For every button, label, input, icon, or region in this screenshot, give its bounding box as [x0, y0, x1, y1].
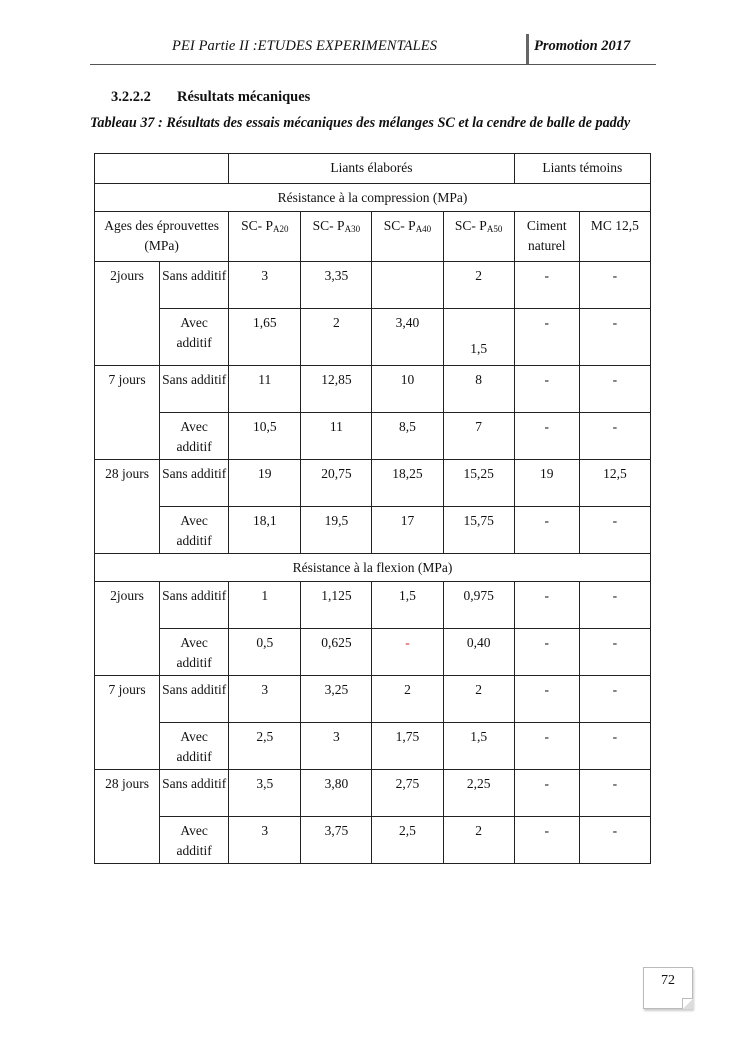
results-table — [94, 153, 651, 864]
table-row — [95, 629, 651, 676]
value-cell: 2 — [443, 676, 514, 723]
value-cell: 10 — [372, 366, 443, 413]
section-title: Résultats mécaniques — [177, 89, 311, 105]
value-cell: 2 — [372, 676, 443, 723]
value-cell: 2,25 — [443, 770, 514, 817]
col-subscript: A40 — [415, 224, 432, 234]
value-cell: 10,5 — [229, 413, 301, 460]
header-separator — [526, 34, 529, 64]
value-cell: 3,80 — [301, 770, 372, 817]
col-prefix: SC- P — [241, 218, 273, 233]
value-cell: 11 — [229, 366, 301, 413]
value-cell: 3,25 — [301, 676, 372, 723]
value-cell: 19 — [514, 460, 579, 507]
header-title: PEI Partie II :ETUDES EXPERIMENTALES — [172, 38, 438, 54]
age-cell: 28 jours — [95, 770, 160, 864]
section-number: 3.2.2.2 — [111, 89, 151, 105]
value-cell: 19,5 — [301, 507, 372, 554]
table-row — [95, 507, 651, 554]
value-cell: 12,5 — [579, 460, 650, 507]
value-cell: - — [514, 582, 579, 629]
value-cell: - — [514, 413, 579, 460]
corner-cell — [95, 154, 229, 184]
value-cell: - — [514, 309, 579, 366]
additive-cell: Avec additif — [160, 309, 229, 366]
value-cell: - — [579, 723, 650, 770]
value-cell: 3 — [229, 676, 301, 723]
value-cell: - — [579, 413, 650, 460]
additive-cell: Avec additif — [160, 413, 229, 460]
value-cell: 15,25 — [443, 460, 514, 507]
value-cell: 3,5 — [229, 770, 301, 817]
value-cell: 1,65 — [229, 309, 301, 366]
col-header-sc-pa40 — [372, 212, 443, 262]
col-header-sc-pa30 — [301, 212, 372, 262]
page-curl — [682, 998, 693, 1009]
value-cell: - — [514, 629, 579, 676]
age-cell: 2jours — [95, 582, 160, 676]
header-promotion: Promotion 2017 — [534, 38, 631, 54]
additive-cell: Sans additif — [160, 262, 229, 309]
section-compression-row — [95, 184, 651, 212]
col-header-sc-pa20 — [229, 212, 301, 262]
col-header-mc: MC 12,5 — [579, 212, 650, 262]
group-header-elabores: Liants élaborés — [229, 154, 514, 184]
value-cell: - — [514, 507, 579, 554]
table-row — [95, 309, 651, 366]
value-cell: 18,1 — [229, 507, 301, 554]
value-cell: - — [514, 817, 579, 864]
age-cell: 28 jours — [95, 460, 160, 554]
value-cell: - — [579, 582, 650, 629]
value-cell: - — [579, 309, 650, 366]
value-cell: 0,975 — [443, 582, 514, 629]
value-cell: 7 — [443, 413, 514, 460]
value-cell: 8,5 — [372, 413, 443, 460]
section-flexion-row — [95, 554, 651, 582]
value-cell: - — [514, 676, 579, 723]
value-cell: 18,25 — [372, 460, 443, 507]
group-header-temoins: Liants témoins — [514, 154, 650, 184]
col-prefix: SC- P — [383, 218, 416, 233]
table-row — [95, 817, 651, 864]
table-row — [95, 366, 651, 413]
value-cell: 1,5 — [443, 723, 514, 770]
value-cell: 3,75 — [301, 817, 372, 864]
additive-cell: Sans additif — [160, 366, 229, 413]
value-cell: - — [579, 629, 650, 676]
col-prefix: SC- P — [312, 218, 345, 233]
running-header — [90, 38, 656, 65]
value-cell: 1,5 — [443, 309, 514, 366]
value-cell: 0,625 — [301, 629, 372, 676]
table-row — [95, 676, 651, 723]
value-cell — [372, 262, 443, 309]
value-cell: - — [514, 262, 579, 309]
value-cell: 19 — [229, 460, 301, 507]
value-cell: 2,5 — [372, 817, 443, 864]
additive-cell: Avec additif — [160, 817, 229, 864]
col-subscript: A50 — [486, 224, 503, 234]
table-row — [95, 723, 651, 770]
table-row — [95, 582, 651, 629]
value-cell: 11 — [301, 413, 372, 460]
value-cell: 15,75 — [443, 507, 514, 554]
ages-header: Ages des éprouvettes (MPa) — [95, 212, 229, 262]
value-cell: 3,40 — [372, 309, 443, 366]
value-cell: 3,35 — [301, 262, 372, 309]
table-row — [95, 460, 651, 507]
value-cell: 2,75 — [372, 770, 443, 817]
additive-cell: Sans additif — [160, 676, 229, 723]
col-header-sc-pa50 — [443, 212, 514, 262]
column-header-row — [95, 212, 651, 262]
page-number-box — [643, 967, 693, 1009]
col-prefix: SC- P — [454, 218, 487, 233]
value-cell: - — [579, 262, 650, 309]
age-cell: 7 jours — [95, 366, 160, 460]
table-row — [95, 770, 651, 817]
age-cell: 7 jours — [95, 676, 160, 770]
page-number: 72 — [661, 973, 675, 988]
additive-cell: Avec additif — [160, 723, 229, 770]
value-cell: 1,75 — [372, 723, 443, 770]
table-caption: Tableau 37 : Résultats des essais mécaniques des mélanges SC et la cendre de balle de paddy — [90, 115, 631, 131]
value-cell: 3 — [229, 262, 301, 309]
value-cell: 17 — [372, 507, 443, 554]
value-cell: - — [579, 817, 650, 864]
value-cell: 3 — [229, 817, 301, 864]
section-flexion: Résistance à la flexion (MPa) — [95, 554, 651, 582]
additive-cell: Sans additif — [160, 770, 229, 817]
section-heading — [111, 89, 310, 106]
value-cell: - — [372, 629, 443, 676]
value-cell: - — [514, 723, 579, 770]
value-cell: - — [514, 770, 579, 817]
value-cell: - — [579, 366, 650, 413]
additive-cell: Sans additif — [160, 582, 229, 629]
value-cell: 2 — [443, 817, 514, 864]
table-row — [95, 262, 651, 309]
col-header-ciment: Ciment naturel — [514, 212, 579, 262]
value-cell: 1,5 — [372, 582, 443, 629]
value-cell: - — [579, 770, 650, 817]
value-cell: 1,125 — [301, 582, 372, 629]
table-row — [95, 413, 651, 460]
col-subscript: A20 — [272, 224, 289, 234]
value-cell: - — [514, 366, 579, 413]
additive-cell: Sans additif — [160, 460, 229, 507]
value-cell: 0,40 — [443, 629, 514, 676]
value-cell: 2 — [301, 309, 372, 366]
value-cell: 0,5 — [229, 629, 301, 676]
value-cell: - — [579, 507, 650, 554]
value-cell: 12,85 — [301, 366, 372, 413]
col-subscript: A30 — [344, 224, 361, 234]
section-compression: Résistance à la compression (MPa) — [95, 184, 651, 212]
value-cell: 2,5 — [229, 723, 301, 770]
additive-cell: Avec additif — [160, 507, 229, 554]
value-cell: 8 — [443, 366, 514, 413]
age-cell: 2jours — [95, 262, 160, 366]
value-cell: - — [579, 676, 650, 723]
additive-cell: Avec additif — [160, 629, 229, 676]
value-cell: 2 — [443, 262, 514, 309]
value-cell: 20,75 — [301, 460, 372, 507]
value-cell: 1 — [229, 582, 301, 629]
value-cell: 3 — [301, 723, 372, 770]
